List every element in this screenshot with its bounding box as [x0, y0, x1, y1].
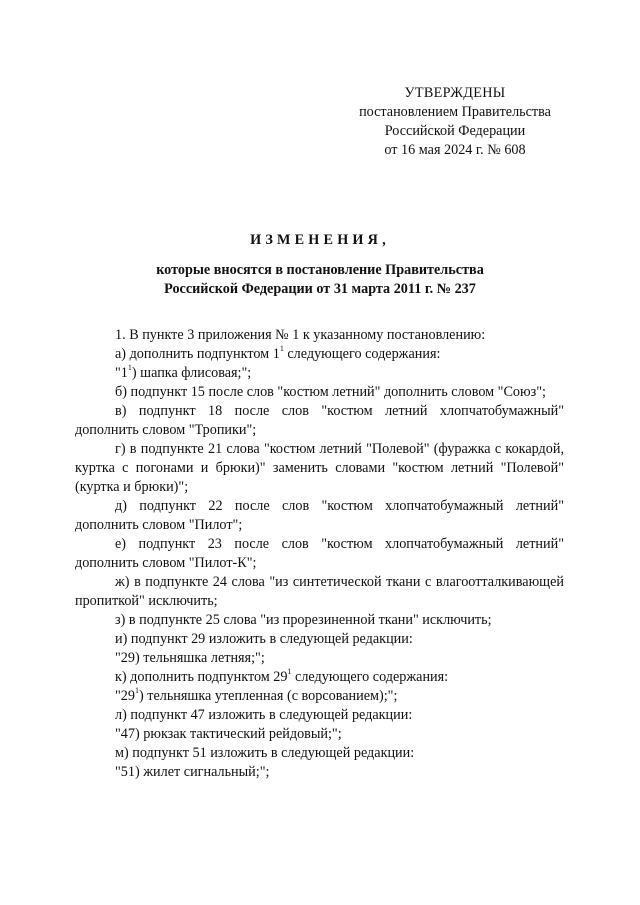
quote-text-end: ) шапка флисовая;";	[131, 365, 252, 381]
paragraph-l: л) подпункт 47 изложить в следующей редакции:	[115, 707, 413, 723]
document-subtitle-line-1: которые вносятся в постановление Правительства	[156, 262, 484, 278]
paragraph-quote-1-1	[75, 364, 564, 383]
paragraph-m: м) подпункт 51 изложить в следующей редакции:	[115, 745, 415, 761]
superscript: 1	[279, 344, 284, 354]
approval-heading: УТВЕРЖДЕНЫ	[404, 85, 506, 101]
paragraph-k-text: к) дополнить подпунктом 29	[115, 669, 288, 685]
paragraph-b: б) подпункт 15 после слов "костюм летний" дополнить словом "Союз";	[115, 384, 546, 400]
paragraph-e: е) подпункт 23 после слов "костюм хлопчатобумажный летний" дополнить словом "Пилот-К";	[75, 536, 564, 571]
paragraph-quote-51: "51) жилет сигнальный;";	[115, 764, 270, 780]
paragraph-i: и) подпункт 29 изложить в следующей редакции:	[115, 631, 413, 647]
approval-block	[340, 84, 570, 160]
superscript: 1	[287, 667, 292, 677]
superscript: 1	[127, 363, 132, 373]
paragraph-z: з) в подпункте 25 слова "из прорезиненной ткани" исключить;	[115, 612, 492, 628]
paragraph-1: 1. В пункте 3 приложения № 1 к указанному постановлению:	[115, 327, 486, 343]
approval-line-2: Российской Федерации	[384, 123, 526, 139]
paragraph-a-text: а) дополнить подпунктом 1	[115, 346, 280, 362]
document-subtitle-line-2: Российской Федерации от 31 марта 2011 г. № 237	[164, 281, 476, 297]
document-body	[75, 326, 564, 782]
approval-line-3: от 16 мая 2024 г. № 608	[384, 142, 526, 158]
paragraph-zh: ж) в подпункте 24 слова "из синтетической ткани с влагоотталкивающей пропиткой" исключить;	[75, 574, 564, 609]
paragraph-k	[75, 668, 564, 687]
quote-text: "1	[115, 365, 128, 381]
paragraph-a	[75, 345, 564, 364]
document-title: ИЗМЕНЕНИЯ,	[250, 232, 390, 248]
paragraph-a-text-end: следующего содержания:	[283, 346, 441, 362]
paragraph-quote-47: "47) рюкзак тактический рейдовый;";	[115, 726, 342, 742]
document-title-block	[70, 231, 570, 299]
superscript: 1	[134, 686, 139, 696]
paragraph-v: в) подпункт 18 после слов "костюм летний хлопчатобумажный" дополнить словом "Тропики";	[75, 403, 564, 438]
quote-text-end: ) тельняшка утепленная (с ворсованием);";	[138, 688, 398, 704]
paragraph-d: д) подпункт 22 после слов "костюм хлопчатобумажный летний" дополнить словом "Пилот";	[75, 498, 564, 533]
paragraph-quote-29-1	[75, 687, 564, 706]
quote-text: "29	[115, 688, 135, 704]
approval-line-1: постановлением Правительства	[359, 104, 551, 120]
paragraph-g: г) в подпункте 21 слова "костюм летний "Полевой" (фуражка с кокардой, куртка с погонами и брюки)" заменить словами "костюм летний "Полевой" (куртка и брюки)";	[75, 441, 564, 495]
paragraph-k-text-end: следующего содержания:	[291, 669, 449, 685]
paragraph-quote-29: "29) тельняшка летняя;";	[115, 650, 265, 666]
